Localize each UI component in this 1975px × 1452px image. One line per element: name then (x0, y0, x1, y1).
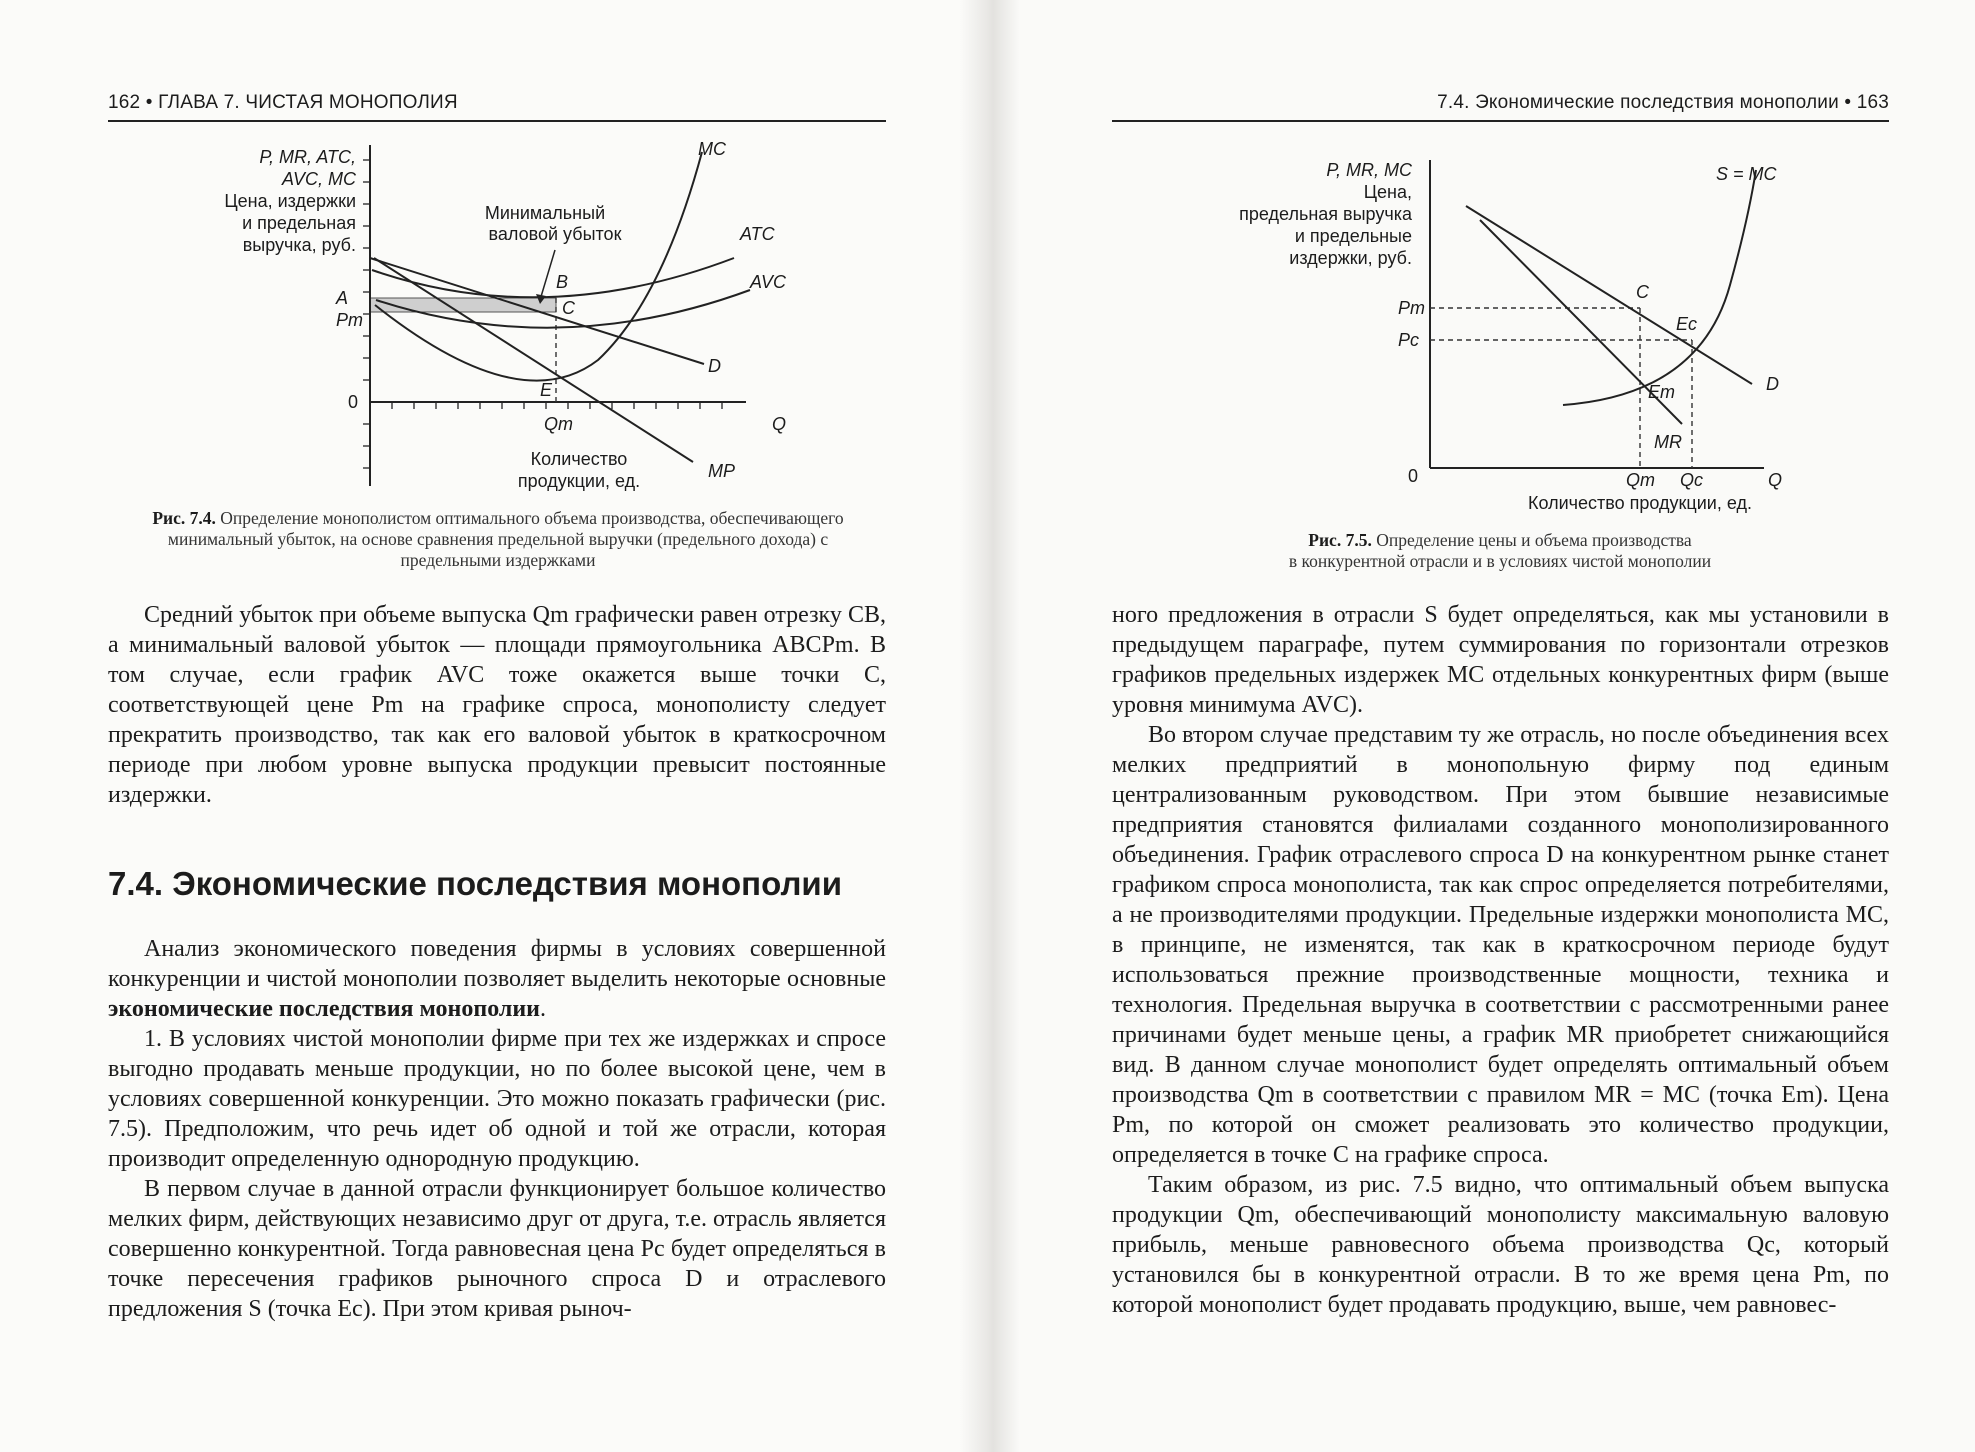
fig75-caption-line-2: в конкурентной отрасли и в условиях чистой монополии (1288, 551, 1712, 571)
left-paragraph-4: В первом случае в данной отрасли функционирует большое количество мелких фирм, действующих независимо друг от друга, т.е. отрасль является совершенно конкурентной. Тогда равновесная цена Pc будет определяться в точке пересечения графиков рыночного спроса D и отраслевого предложения S (точка Ec). При этом кривая рыноч- (108, 1176, 886, 1322)
fig74-x-label-line-2: продукции, ед. (517, 471, 641, 491)
fig75-origin: 0 (1408, 466, 1419, 486)
fig75-caption-label: Рис. 7.5. (1308, 530, 1372, 550)
fig75-x-axis-label: Количество продукции, ед. (1528, 493, 1752, 513)
fig74-origin: 0 (348, 392, 359, 412)
fig75-y-label-line-5: издержки, руб. (1289, 248, 1412, 268)
fig74-y-label-line-2: AVC, MC (281, 169, 356, 189)
fig75-caption (1150, 530, 1850, 572)
key-term: экономические последствия монополии (108, 996, 540, 1022)
fig74-y-label-line-3: Цена, издержки (224, 191, 356, 211)
fig74-caption-label: Рис. 7.4. (152, 508, 216, 528)
fig74-point-b: B (556, 272, 569, 292)
fig75-y-label-line-3: предельная выручка (1239, 204, 1412, 224)
fig74-atc-label: ATC (740, 224, 775, 244)
fig75-point-ec: Ec (1676, 314, 1698, 334)
left-running-head: 162 • ГЛАВА 7. ЧИСТАЯ МОНОПОЛИЯ (108, 92, 458, 113)
section-title: 7.4. Экономические последствия монополии (108, 865, 842, 902)
right-body-block (1112, 600, 1889, 1320)
fig74-y-label-line-1: P, MR, ATC, (259, 147, 356, 167)
fig75-mr-label: MR (1654, 432, 1682, 452)
fig75-s-label: S = MC (1716, 164, 1777, 184)
fig75-qm-label: Qm (1626, 470, 1655, 490)
fig74-point-a: A (336, 288, 349, 308)
fig75-pc-label: Pc (1398, 330, 1420, 350)
left-paragraph-1: Средний убыток при объеме выпуска Qm графически равен отрезку CB, а минимальный валовой убыток — площади прямоугольника ABCPm. В том случае, если график AVC тоже окажется выше точки C, соответствующей цене Pm на графике спроса, монополисту следует прекратить производство, так как его валовой убыток в краткосрочном периоде при любом уровне выпуска продукции превысит постоянные издержки. (108, 602, 886, 808)
right-paragraph-2: Во втором случае представим ту же отрасль, но после объединения всех мелких предприятий в монопольную фирму под единым централизованным руководством. При этом бывшие независимые предприятия становятся филиалами созданного монополизированного объединения. График отраслевого спроса D на конкурентном рынке станет графиком спроса монополиста, так как спрос определяется потребителями, а не производителями продукции. Предельные издержки монополиста MC, в принципе, не изменятся, так как в краткосрочном периоде будут использоваться прежние производственные мощности, техника и технология. Предельная выручка в соответствии с рассмотренными ранее причинами будет меньше цены, а график MR приобретет снижающийся вид. В данном случае монополист будет определять оптимальный объем производства Qm в соответствии с правилом MR = MC (точка Em). Цена Pm, по которой он сможет реализовать это количество продукции, определяется в точке C на графике спроса. (1112, 722, 1889, 1168)
fig74-mc-label: MC (698, 139, 726, 159)
fig75-y-label-line-1: P, MR, MC (1326, 160, 1412, 180)
fig74-x-label-line-1: Количество (530, 449, 628, 469)
right-running-head: 7.4. Экономические последствия монополии • 163 (1437, 92, 1889, 113)
fig74-q-label: Q (772, 414, 787, 434)
fig75-d-label: D (1766, 374, 1779, 394)
fig75-demand-curve (1466, 206, 1752, 384)
fig74-point-pm: Pm (336, 310, 363, 330)
fig74-avc-label: AVC (750, 272, 787, 292)
right-paragraph-1: ного предложения в отрасли S будет определяться, как мы установили в предыдущем параграфе, путем суммирования по горизонтали отрезков графиков предельных издержек MC отдельных конкурентных фирм (выше уровня минимума AVC). (1112, 602, 1889, 718)
fig74-annotation-line-2: валовой убыток (488, 224, 622, 244)
fig74-y-label-line-5: выручка, руб. (242, 235, 356, 255)
fig75-qc-label: Qc (1680, 470, 1704, 490)
fig74-point-e: E (540, 380, 553, 400)
fig75-pm-label: Pm (1398, 298, 1425, 318)
fig75-y-label-line-2: Цена, (1363, 182, 1412, 202)
fig74-mr-label: MP (708, 461, 735, 481)
fig75-point-c: C (1636, 282, 1649, 302)
fig75-y-label-line-4: и предельные (1294, 226, 1412, 246)
left-paragraph-3: 1. В условиях чистой монополии фирме при тех же издержках и спросе выгодно продавать меньше продукции, но по более высокой цене, чем в условиях совершенной конкуренции. Это можно показать графически (рис. 7.5). Предположим, что речь идет об одной и той же отрасли, которая производит определенную однородную продукцию. (108, 1026, 886, 1172)
left-paragraph-2: Анализ экономического поведения фирмы в условиях совершенной конкуренции и чистой монополии позволяет выделить некоторые основные экономические последствия монополии. (108, 936, 886, 1022)
fig74-y-label-line-4: и предельная (242, 213, 356, 233)
fig74-annotation-line-1: Минимальный (484, 203, 606, 223)
fig75-point-em: Em (1648, 382, 1675, 402)
fig75-caption-line-1: Определение цены и объема производства (1376, 530, 1692, 550)
fig75-q-label: Q (1768, 470, 1783, 490)
fig75-supply-mc-curve (1563, 170, 1756, 405)
fig74-point-c: C (562, 298, 575, 318)
fig74-d-label: D (708, 356, 721, 376)
fig74-caption-text: Определение монополистом оптимального объема производства, обеспечивающего минимальный убыток, на основе сравнения предельной выручки (предельного дохода) с предельными издержками (167, 508, 844, 570)
right-paragraph-3: Таким образом, из рис. 7.5 видно, что оптимальный объем выпуска продукции Qm, обеспечивающий монополисту максимальную валовую прибыль, меньше равновесного объема производства Qc, который установился бы в конкурентной отрасли. В то же время цена Pm, по которой монополист будет продавать продукцию, выше, чем равновес- (1112, 1172, 1889, 1318)
fig74-qm-label: Qm (544, 414, 573, 434)
